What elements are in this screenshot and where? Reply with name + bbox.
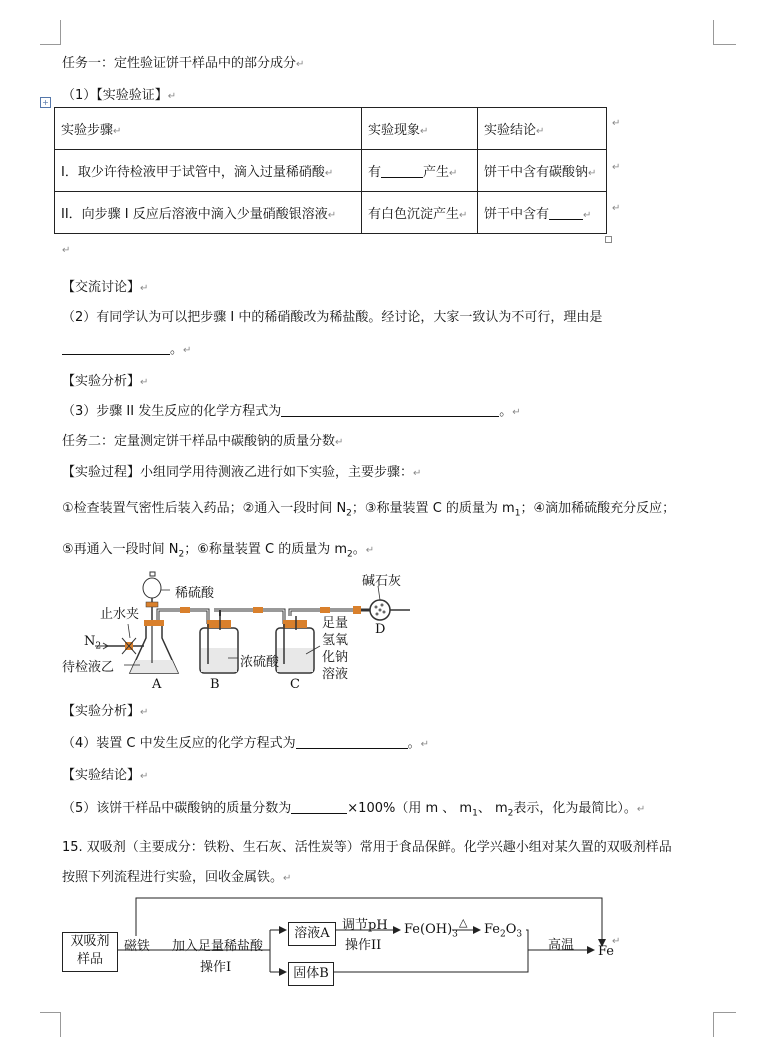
flow-label-op1: 操作I: [200, 960, 232, 975]
flow-label-add-acid: 加入足量稀盐酸: [172, 939, 264, 954]
header-conclusion: 实验结论↵: [478, 108, 607, 150]
row2-conclusion: 饼干中含有 ↵: [478, 192, 607, 234]
label-b: B: [210, 677, 220, 692]
flow-label-fe: Fe: [598, 944, 615, 959]
row2-phenomenon: 有白色沉淀产生↵: [362, 192, 478, 234]
question-2: （2）有同学认为可以把步骤 I 中的稀硝酸改为稀盐酸。经讨论，大家一致认为不可行，理由是: [62, 310, 603, 325]
label-n2: $N_2$: [84, 634, 102, 652]
flow-box-solid-b: 固体B: [288, 962, 334, 986]
table-row: [55, 192, 607, 234]
flow-label-fe2o3: $Fe_2O_3$: [484, 922, 523, 940]
analysis-heading-2: 【实验分析】↵: [62, 704, 149, 719]
label-c: C: [290, 677, 300, 692]
analysis-heading: 【实验分析】↵: [62, 374, 149, 389]
flow-label-heat: △: [459, 916, 468, 929]
sub1-label: （1）【实验验证】↵: [62, 88, 177, 103]
flow-label-adjust-ph: 调节pH: [342, 918, 388, 933]
row1-phenomenon: 有 产生↵: [362, 150, 478, 192]
discussion-heading: 【交流讨论】↵: [62, 280, 149, 295]
flow-label-op2: 操作II: [345, 938, 382, 953]
row-end-mark: ↵: [612, 162, 621, 173]
answer-blank[interactable]: [281, 404, 499, 417]
flow-box-solution-a: 溶液A: [288, 922, 336, 946]
crop-mark-top-left: [40, 20, 61, 45]
flow-label-feoh3: $Fe(OH)_3$: [404, 922, 458, 940]
answer-blank[interactable]: [291, 801, 347, 814]
label-naoh-4: 溶液: [322, 667, 349, 682]
row1-conclusion: 饼干中含有碳酸钠↵: [478, 150, 607, 192]
answer-blank[interactable]: [381, 165, 423, 178]
answer-blank[interactable]: [549, 207, 583, 220]
crop-mark-top-right: [713, 20, 736, 45]
row-end-mark: ↵: [612, 203, 621, 214]
label-conc-h2so4: 浓硫酸: [240, 655, 280, 670]
label-dilute-h2so4: 稀硫酸: [175, 586, 215, 601]
label-naoh-3: 化钠: [322, 650, 349, 665]
row2-step: II．向步骤 I 反应后溶液中滴入少量硝酸银溶液↵: [55, 192, 362, 234]
label-naoh-1: 足量: [322, 616, 349, 631]
label-a: A: [152, 677, 162, 692]
label-naoh-2: 氢氧: [322, 633, 349, 648]
process-text: 【实验过程】小组同学用待测液乙进行如下实验，主要步骤：↵: [62, 465, 422, 480]
label-stop-clamp: 止水夹: [100, 607, 140, 622]
task2-heading: 任务二：定量测定饼干样品中碳酸钠的质量分数↵: [62, 434, 344, 449]
crop-mark-bottom-left: [40, 1012, 61, 1037]
task1-heading: 任务一：定性验证饼干样品中的部分成分↵: [62, 56, 305, 71]
header-phenomenon: 实验现象↵: [362, 108, 478, 150]
table-move-handle[interactable]: +: [40, 97, 51, 108]
table-resize-handle[interactable]: [605, 236, 612, 243]
answer-blank[interactable]: [296, 736, 408, 749]
flow-label-magnet: 磁铁: [124, 939, 151, 954]
question-3: （3）步骤 II 发生反应的化学方程式为 。↵: [62, 404, 521, 419]
row-end-mark: ↵: [612, 118, 621, 129]
question-15-line-2: 按照下列流程进行实验，回收金属铁。↵: [62, 870, 292, 885]
conclusion-heading: 【实验结论】↵: [62, 768, 149, 783]
steps-line-1: ①检查装置气密性后装入药品；②通入一段时间 $N_2$；③称量装置 C 的质量为 $m_1$；④滴加稀硫酸充分反应；: [62, 501, 676, 519]
flow-box-sample: 双吸剂 样品: [62, 932, 118, 972]
label-soda-lime: 碱石灰: [362, 574, 402, 589]
label-d: D: [375, 622, 386, 637]
paragraph-mark: ↵: [62, 245, 71, 256]
answer-blank[interactable]: [62, 342, 170, 355]
table-header-row: [55, 108, 607, 150]
question-4: （4）装置 C 中发生反应的化学方程式为 。↵: [62, 736, 430, 751]
table-row: [55, 150, 607, 192]
steps-line-2: ⑤再通入一段时间 $N_2$；⑥称量装置 C 的质量为 $m_2$。↵: [62, 542, 375, 560]
question-5: （5）该饼干样品中碳酸钠的质量分数为 ×100%（用 m 、 $m_1$、 $m_2$表示，化为最简比）。↵: [62, 801, 646, 819]
row1-step: I．取少许待检液甲于试管中，滴入过量稀硝酸↵: [55, 150, 362, 192]
paragraph-mark: ↵: [612, 936, 621, 947]
question-15-line-1: 15. 双吸剂（主要成分：铁粉、生石灰、活性炭等）常用于食品保鲜。化学兴趣小组对某久置的双吸剂样品: [62, 840, 672, 855]
question-2-answer: 。↵: [62, 338, 191, 357]
experiment-table: [54, 107, 607, 234]
header-step: 实验步骤↵: [55, 108, 362, 150]
label-sample-liquid: 待检液乙: [62, 660, 115, 675]
crop-mark-bottom-right: [713, 1012, 736, 1037]
funnel-icon: [143, 578, 161, 598]
flow-label-high-temp: 高温: [548, 938, 575, 953]
